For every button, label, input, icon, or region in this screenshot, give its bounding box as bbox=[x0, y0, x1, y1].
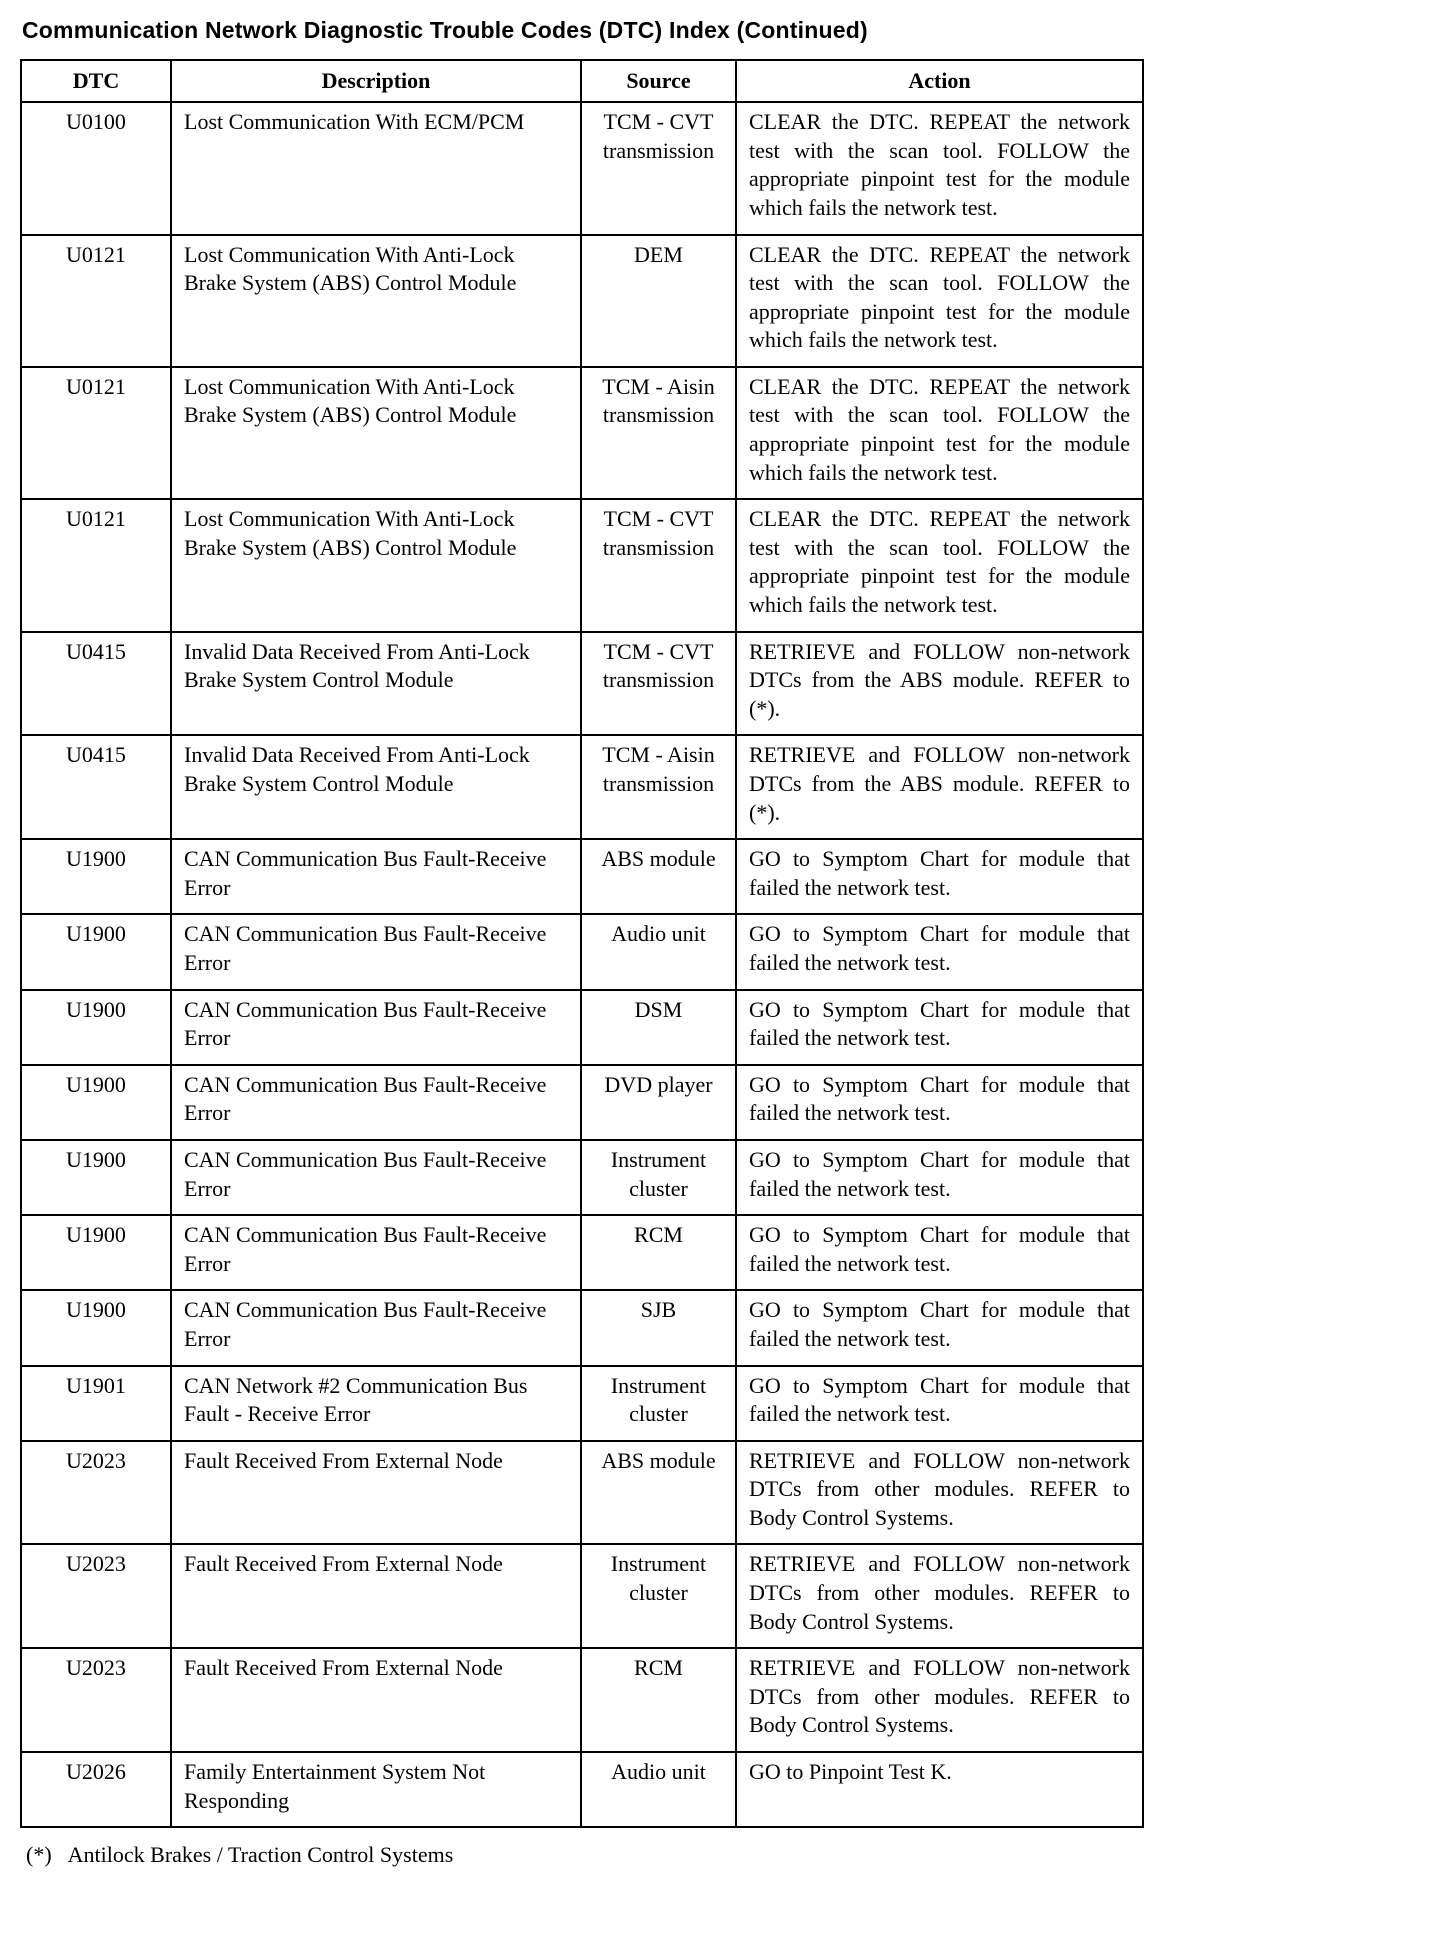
dtc-cell: U0415 bbox=[21, 632, 171, 736]
description-cell: Lost Communication With Anti-Lock Brake System (ABS) Control Module bbox=[171, 235, 581, 367]
action-cell: GO to Symptom Chart for module that failed the network test. bbox=[736, 1140, 1143, 1215]
description-cell: Lost Communication With Anti-Lock Brake System (ABS) Control Module bbox=[171, 499, 581, 631]
table-row bbox=[21, 102, 1143, 234]
action-cell: CLEAR the DTC. REPEAT the network test with the scan tool. FOLLOW the appropriate pinpoint test for the module which fails the network test. bbox=[736, 102, 1143, 234]
dtc-cell: U2023 bbox=[21, 1544, 171, 1648]
action-cell: GO to Symptom Chart for module that failed the network test. bbox=[736, 1366, 1143, 1441]
source-cell: TCM - CVT transmission bbox=[581, 499, 736, 631]
action-cell: GO to Symptom Chart for module that failed the network test. bbox=[736, 1215, 1143, 1290]
table-row bbox=[21, 1290, 1143, 1365]
description-cell: Invalid Data Received From Anti-Lock Brake System Control Module bbox=[171, 632, 581, 736]
action-cell: RETRIEVE and FOLLOW non-network DTCs from other modules. REFER to Body Control Systems. bbox=[736, 1648, 1143, 1752]
table-row bbox=[21, 235, 1143, 367]
dtc-cell: U0415 bbox=[21, 735, 171, 839]
dtc-cell: U1900 bbox=[21, 1290, 171, 1365]
dtc-cell: U2023 bbox=[21, 1648, 171, 1752]
table-row bbox=[21, 735, 1143, 839]
source-cell: RCM bbox=[581, 1648, 736, 1752]
table-row bbox=[21, 1140, 1143, 1215]
action-cell: CLEAR the DTC. REPEAT the network test with the scan tool. FOLLOW the appropriate pinpoint test for the module which fails the network test. bbox=[736, 367, 1143, 499]
table-row bbox=[21, 990, 1143, 1065]
dtc-cell: U2026 bbox=[21, 1752, 171, 1827]
description-cell: Fault Received From External Node bbox=[171, 1648, 581, 1752]
description-cell: CAN Communication Bus Fault-Receive Error bbox=[171, 1290, 581, 1365]
source-cell: DEM bbox=[581, 235, 736, 367]
table-row bbox=[21, 1752, 1143, 1827]
description-cell: CAN Communication Bus Fault-Receive Error bbox=[171, 914, 581, 989]
column-header-action: Action bbox=[736, 60, 1143, 102]
table-body bbox=[21, 102, 1143, 1827]
source-cell: DVD player bbox=[581, 1065, 736, 1140]
action-cell: GO to Symptom Chart for module that failed the network test. bbox=[736, 1290, 1143, 1365]
action-cell: GO to Symptom Chart for module that failed the network test. bbox=[736, 839, 1143, 914]
description-cell: CAN Communication Bus Fault-Receive Error bbox=[171, 1140, 581, 1215]
description-cell: CAN Communication Bus Fault-Receive Error bbox=[171, 839, 581, 914]
footnote-marker: (*) bbox=[26, 1842, 52, 1868]
table-row bbox=[21, 1215, 1143, 1290]
description-cell: Lost Communication With ECM/PCM bbox=[171, 102, 581, 234]
page-title: Communication Network Diagnostic Trouble Codes (DTC) Index (Continued) bbox=[22, 17, 868, 43]
table-row bbox=[21, 1366, 1143, 1441]
action-cell: CLEAR the DTC. REPEAT the network test with the scan tool. FOLLOW the appropriate pinpoint test for the module which fails the network test. bbox=[736, 499, 1143, 631]
source-cell: Audio unit bbox=[581, 914, 736, 989]
dtc-cell: U1900 bbox=[21, 839, 171, 914]
description-cell: Lost Communication With Anti-Lock Brake System (ABS) Control Module bbox=[171, 367, 581, 499]
column-header-source: Source bbox=[581, 60, 736, 102]
description-cell: CAN Communication Bus Fault-Receive Error bbox=[171, 1215, 581, 1290]
source-cell: RCM bbox=[581, 1215, 736, 1290]
source-cell: Instrument cluster bbox=[581, 1544, 736, 1648]
source-cell: TCM - CVT transmission bbox=[581, 632, 736, 736]
action-cell: CLEAR the DTC. REPEAT the network test with the scan tool. FOLLOW the appropriate pinpoint test for the module which fails the network test. bbox=[736, 235, 1143, 367]
action-cell: GO to Symptom Chart for module that failed the network test. bbox=[736, 990, 1143, 1065]
source-cell: DSM bbox=[581, 990, 736, 1065]
table-row bbox=[21, 1441, 1143, 1545]
table-row bbox=[21, 914, 1143, 989]
action-cell: RETRIEVE and FOLLOW non-network DTCs from other modules. REFER to Body Control Systems. bbox=[736, 1544, 1143, 1648]
dtc-cell: U1900 bbox=[21, 1215, 171, 1290]
source-cell: TCM - CVT transmission bbox=[581, 102, 736, 234]
table-row bbox=[21, 1544, 1143, 1648]
action-cell: GO to Pinpoint Test K. bbox=[736, 1752, 1143, 1827]
footnote bbox=[20, 1842, 1436, 1868]
description-cell: Family Entertainment System Not Responding bbox=[171, 1752, 581, 1827]
action-cell: GO to Symptom Chart for module that failed the network test. bbox=[736, 1065, 1143, 1140]
column-header-dtc: DTC bbox=[21, 60, 171, 102]
table-row bbox=[21, 1065, 1143, 1140]
dtc-cell: U0121 bbox=[21, 499, 171, 631]
table-row bbox=[21, 367, 1143, 499]
source-cell: TCM - Aisin transmission bbox=[581, 367, 736, 499]
dtc-cell: U0100 bbox=[21, 102, 171, 234]
description-cell: Fault Received From External Node bbox=[171, 1544, 581, 1648]
source-cell: Instrument cluster bbox=[581, 1366, 736, 1441]
dtc-cell: U1900 bbox=[21, 990, 171, 1065]
dtc-cell: U2023 bbox=[21, 1441, 171, 1545]
dtc-cell: U0121 bbox=[21, 235, 171, 367]
description-cell: CAN Communication Bus Fault-Receive Error bbox=[171, 1065, 581, 1140]
description-cell: Fault Received From External Node bbox=[171, 1441, 581, 1545]
source-cell: TCM - Aisin transmission bbox=[581, 735, 736, 839]
source-cell: Instrument cluster bbox=[581, 1140, 736, 1215]
dtc-cell: U0121 bbox=[21, 367, 171, 499]
column-header-description: Description bbox=[171, 60, 581, 102]
table-row bbox=[21, 499, 1143, 631]
dtc-cell: U1900 bbox=[21, 914, 171, 989]
action-cell: GO to Symptom Chart for module that failed the network test. bbox=[736, 914, 1143, 989]
action-cell: RETRIEVE and FOLLOW non-network DTCs from other modules. REFER to Body Control Systems. bbox=[736, 1441, 1143, 1545]
source-cell: SJB bbox=[581, 1290, 736, 1365]
description-cell: CAN Network #2 Communication Bus Fault - Receive Error bbox=[171, 1366, 581, 1441]
description-cell: Invalid Data Received From Anti-Lock Brake System Control Module bbox=[171, 735, 581, 839]
dtc-cell: U1901 bbox=[21, 1366, 171, 1441]
action-cell: RETRIEVE and FOLLOW non-network DTCs from the ABS module. REFER to (*). bbox=[736, 735, 1143, 839]
dtc-index-table bbox=[20, 59, 1144, 1828]
description-cell: CAN Communication Bus Fault-Receive Error bbox=[171, 990, 581, 1065]
source-cell: ABS module bbox=[581, 1441, 736, 1545]
footnote-text: Antilock Brakes / Traction Control Systems bbox=[67, 1842, 454, 1868]
table-header-row bbox=[21, 60, 1143, 102]
source-cell: Audio unit bbox=[581, 1752, 736, 1827]
table-row bbox=[21, 632, 1143, 736]
action-cell: RETRIEVE and FOLLOW non-network DTCs from the ABS module. REFER to (*). bbox=[736, 632, 1143, 736]
dtc-cell: U1900 bbox=[21, 1065, 171, 1140]
table-header bbox=[21, 60, 1143, 102]
source-cell: ABS module bbox=[581, 839, 736, 914]
dtc-cell: U1900 bbox=[21, 1140, 171, 1215]
table-row bbox=[21, 1648, 1143, 1752]
table-row bbox=[21, 839, 1143, 914]
